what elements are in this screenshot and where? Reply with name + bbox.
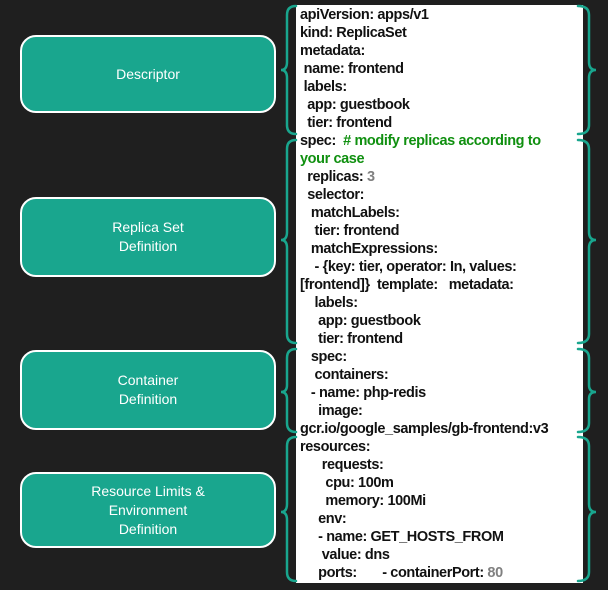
yaml-number: 3 (363, 169, 375, 185)
yaml-text: gcr.io/google_samples/gb-frontend:v3 (300, 421, 549, 437)
yaml-text: metadata: (300, 43, 365, 59)
replica-set-label-line: Replica Set (112, 219, 184, 235)
yaml-text: labels: (300, 295, 358, 311)
left-bracket-descriptor (281, 6, 296, 134)
right-bracket-container (578, 349, 596, 432)
yaml-text: tier: frontend (300, 223, 400, 239)
yaml-text: image: (300, 403, 363, 419)
yaml-text: kind: ReplicaSet (300, 25, 407, 41)
yaml-text: selector: (300, 187, 365, 203)
yaml-text: app: guestbook (300, 97, 410, 113)
descriptor-label-line: Descriptor (116, 65, 180, 82)
replica-set-label-line: Definition (118, 238, 178, 254)
yaml-text: - {key: tier, operator: In, values: (300, 259, 517, 275)
yaml-text: matchExpressions: (300, 241, 438, 257)
yaml-comment: your case (300, 151, 365, 167)
yaml-text: ports: - containerPort: (300, 565, 484, 581)
left-bracket-resource (281, 437, 296, 581)
yaml-text: app: guestbook (300, 313, 421, 329)
yaml-text: env: (300, 511, 347, 527)
yaml-text: - name: GET_HOSTS_FROM (300, 529, 504, 545)
yaml-text: spec: (300, 349, 347, 365)
yaml-text: spec: (300, 133, 336, 149)
yaml-comment: # modify replicas according to (335, 133, 541, 149)
right-bracket-descriptor (578, 6, 596, 134)
yaml-text: requests: (300, 457, 384, 473)
yaml-text: resources: (300, 439, 371, 455)
right-bracket-resource (578, 437, 596, 581)
right-bracket-replica-set (578, 140, 596, 343)
left-bracket-container (281, 349, 296, 432)
yaml-text: replicas: (300, 169, 364, 185)
yaml-text: - name: php-redis (300, 385, 426, 401)
yaml-text: labels: (300, 79, 347, 95)
yaml-number: 80 (483, 565, 503, 581)
container-label-line: Definition (118, 391, 178, 407)
yaml-text: cpu: 100m (300, 475, 394, 491)
yaml-text: apiVersion: apps/v1 (300, 7, 429, 23)
resource-label-line: Resource Limits & (91, 482, 205, 499)
yaml-text: containers: (300, 367, 389, 383)
yaml-text: tier: frontend (300, 115, 392, 131)
left-bracket-replica-set (281, 140, 296, 343)
yaml-text: tier: frontend (300, 331, 403, 347)
yaml-text: memory: 100Mi (300, 493, 426, 509)
yaml-text: matchLabels: (300, 205, 400, 221)
resource-label-line: Environment (108, 501, 188, 518)
container-label-line: Container (117, 372, 179, 388)
yaml-text: name: frontend (300, 61, 404, 77)
resource-label-line: Definition (118, 520, 178, 537)
yaml-text: [frontend]} template: metadata: (300, 277, 514, 293)
yaml-text: value: dns (300, 547, 390, 563)
